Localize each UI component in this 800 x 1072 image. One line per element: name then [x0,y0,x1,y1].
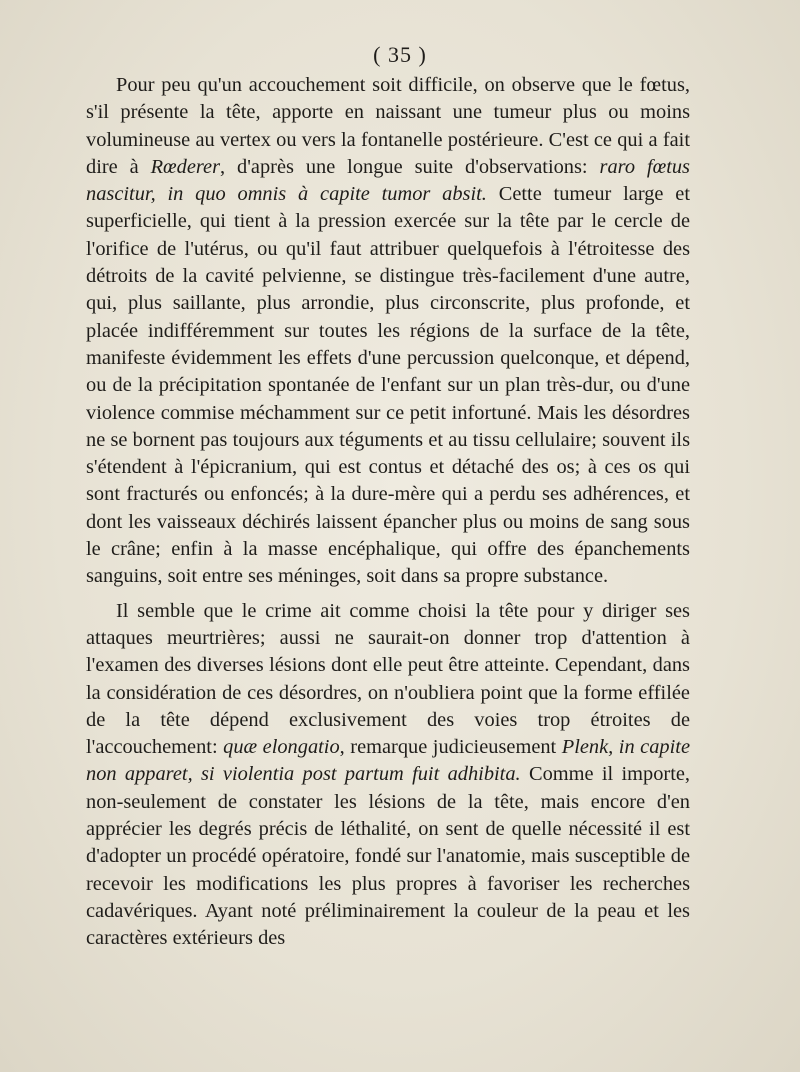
paragraph-1-text-3: Cette tumeur large et superficielle, qui tient à la pression exercée sur la tête par le cercle de l'orifice de l'utérus, ou qu'il faut attribuer quelquefois à l'étroitesse des détroits de la cavité pelvienne, se distingue très-facilement d'une autre, qui, plus saillante, plus arrondie, plus circonscrite, plus profonde, et placée indifféremment sur toutes les régions de la surface de la tête, manifeste évidemment les effets d'une percussion quelconque, et dépend, ou de la précipitation spontanée de l'enfant sur un plan très-dur, ou d'une violence commise méchamment sur ce petit infortuné. Mais les désordres ne se bornent pas toujours aux téguments et au tissu cellulaire; souvent ils s'étendent à l'épicranium, qui est contus et détaché des os; à ces os qui sont fracturés ou enfoncés; à la dure-mère qui a perdu ses adhérences, et dont les vaisseaux déchirés laissent épancher plus ou moins de sang sous le crâne; enfin à la masse encéphalique, qui offre des épanchements sanguins, soit entre ses méninges, soit dans sa propre substance. [86,183,691,588]
page-number: ( 35 ) [373,42,427,67]
paragraph-2-text-2: , remarque judicieusement [339,736,562,759]
paragraph-1 [86,72,690,591]
paragraph-2 [86,598,690,953]
paragraph-2-text-4: Comme il importe, non-seulement de constater les lésions de la tête, mais encore d'en apprécier les degrés précis de léthalité, on sent de quelle nécessité il est d'adopter un procédé opératoire, fondé sur l'anatomie, mais susceptible de recevoir les modifications les plus propres à favoriser les recherches cadavériques. Ayant noté préliminairement la couleur de la peau et les caractères extérieurs des [86,763,691,950]
latin-quote-2: quæ elongatio [223,736,340,759]
paragraph-2-text-3: , [608,736,619,759]
paragraph-1-text-1: Pour peu qu'un accouchement soit difficile, on observe que le fœtus, s'il présente la tête, apporte en naissant une tumeur plus ou moins volumineuse au vertex ou vers la fontanelle postérieure. C'est ce qui a fait dire à [86,74,690,178]
author-name-plenk: Plenk [561,736,609,759]
body-text [86,72,690,957]
paragraph-2-text-1: Il semble que le crime ait comme choisi la tête pour y diriger ses attaques meurtrières; aussi ne saurait-on donner trop d'attention à l'examen des diverses lésions dont elle peut être atteinte. Cependant, dans la considération de ces désordres, on n'oubliera point que la forme effilée de la tête dépend exclusivement des voies trop étroites de l'accouchement: [86,599,690,759]
latin-quote-1: raro fœtus nascitur, in quo omnis à capite tumor absit. [86,155,690,206]
author-name-roederer: Rœderer [150,155,221,178]
paragraph-1-text-2: , d'après une longue suite d'observations: [220,155,600,178]
latin-quote-3: in capite non apparet, si violentia post partum fuit adhibita. [86,736,690,786]
